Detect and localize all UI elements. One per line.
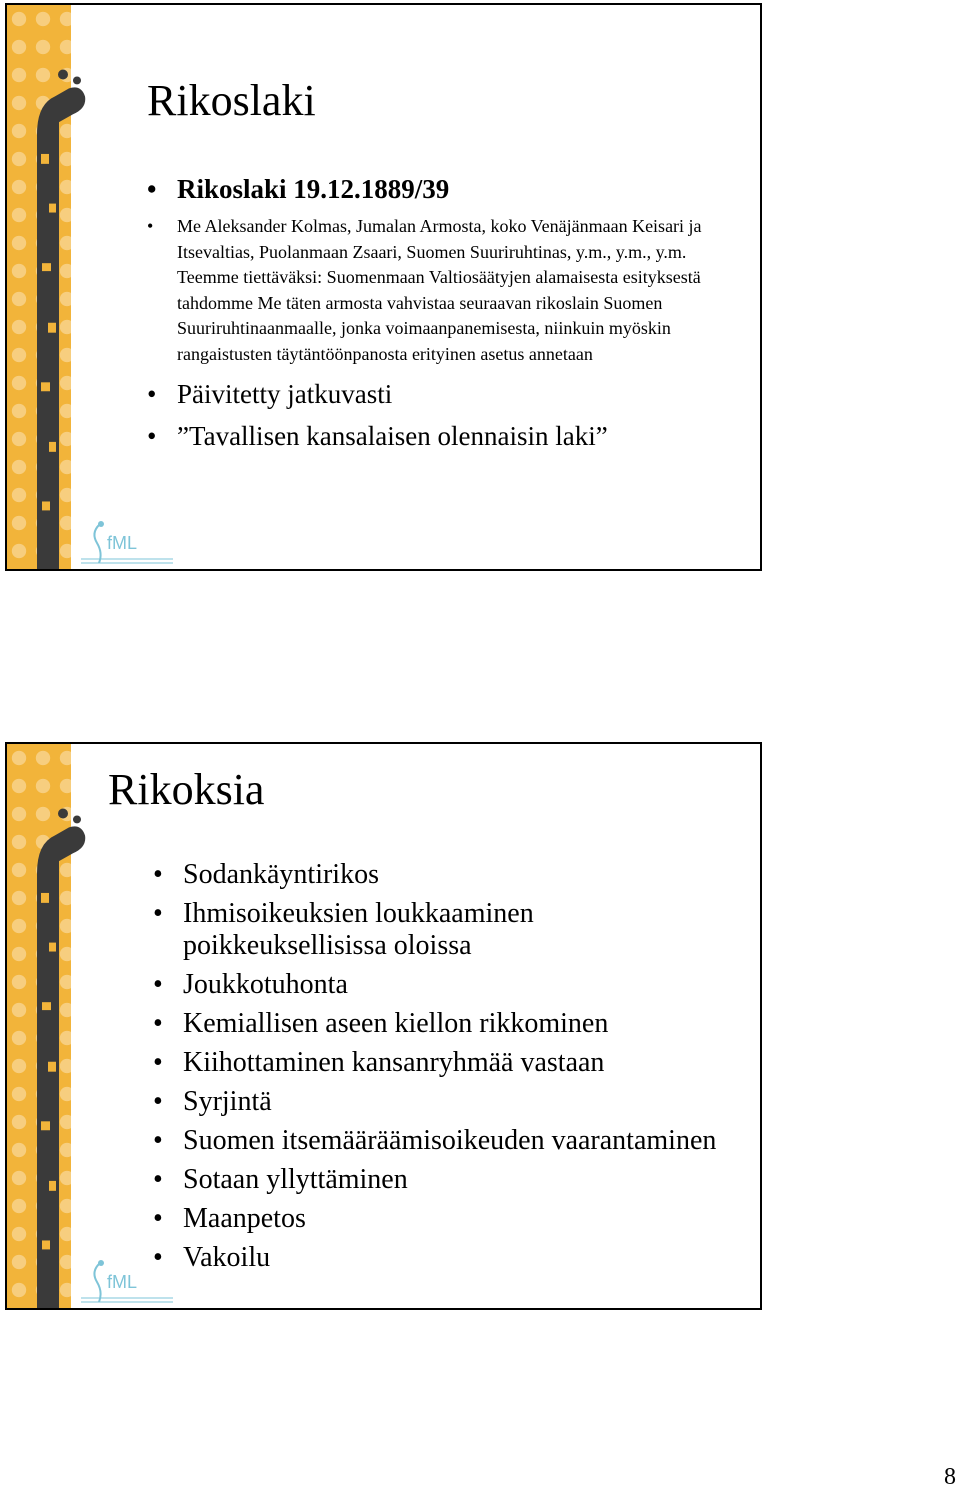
logo-text: fML bbox=[107, 1272, 138, 1292]
list-item: • Kiihottaminen kansanryhmää vastaan bbox=[153, 1047, 733, 1079]
bullet-list bbox=[147, 172, 727, 461]
list-item: • Maanpetos bbox=[153, 1203, 733, 1235]
slide-rikoksia bbox=[5, 742, 762, 1310]
list-item: • Vakoilu bbox=[153, 1242, 733, 1274]
bullet-list bbox=[153, 859, 733, 1281]
list-item: • Syrjintä bbox=[153, 1086, 733, 1118]
list-item: • Suomen itsemääräämisoikeuden vaarantaminen bbox=[153, 1125, 733, 1157]
giraffe-icon bbox=[7, 744, 99, 1308]
page-number: 8 bbox=[944, 1464, 956, 1490]
list-item: • Ihmisoikeuksien loukkaaminen poikkeuksellisissa oloissa bbox=[153, 898, 733, 962]
list-item: • Sodankäyntirikos bbox=[153, 859, 733, 891]
fml-logo bbox=[77, 1258, 177, 1306]
slide-rikoslaki bbox=[5, 3, 762, 571]
list-item: • ”Tavallisen kansalaisen olennaisin laki” bbox=[147, 419, 727, 453]
slide-title: Rikoslaki bbox=[147, 76, 316, 125]
list-item: • Sotaan yllyttäminen bbox=[153, 1164, 733, 1196]
slide-title: Rikoksia bbox=[108, 765, 265, 814]
giraffe-icon bbox=[7, 5, 99, 569]
list-item: • Me Aleksander Kolmas, Jumalan Armosta, koko Venäjänmaan Keisari ja Itsevaltias, Puolanmaan Zsaari, Suomen Suuriruhtinas, y.m., y.m., y.m. Teemme tiettäväksi: Suomenmaan Valtiosäätyjen alamaisesta esityksestä tahdomme Me täten armosta vahvistaa seuraavan rikoslain Suomen Suuriruhtinaanmaalle, jonka voimaanpanemisesta, niinkuin myöskin rangaistusten täytäntöönpanosta erityinen asetus annetaan bbox=[147, 214, 727, 367]
list-item: • Rikoslaki 19.12.1889/39 bbox=[147, 172, 727, 206]
logo-text: fML bbox=[107, 533, 138, 553]
list-item: • Kemiallisen aseen kiellon rikkominen bbox=[153, 1008, 733, 1040]
fml-logo bbox=[77, 519, 177, 567]
list-item: • Päivitetty jatkuvasti bbox=[147, 377, 727, 411]
list-item: • Joukkotuhonta bbox=[153, 969, 733, 1001]
